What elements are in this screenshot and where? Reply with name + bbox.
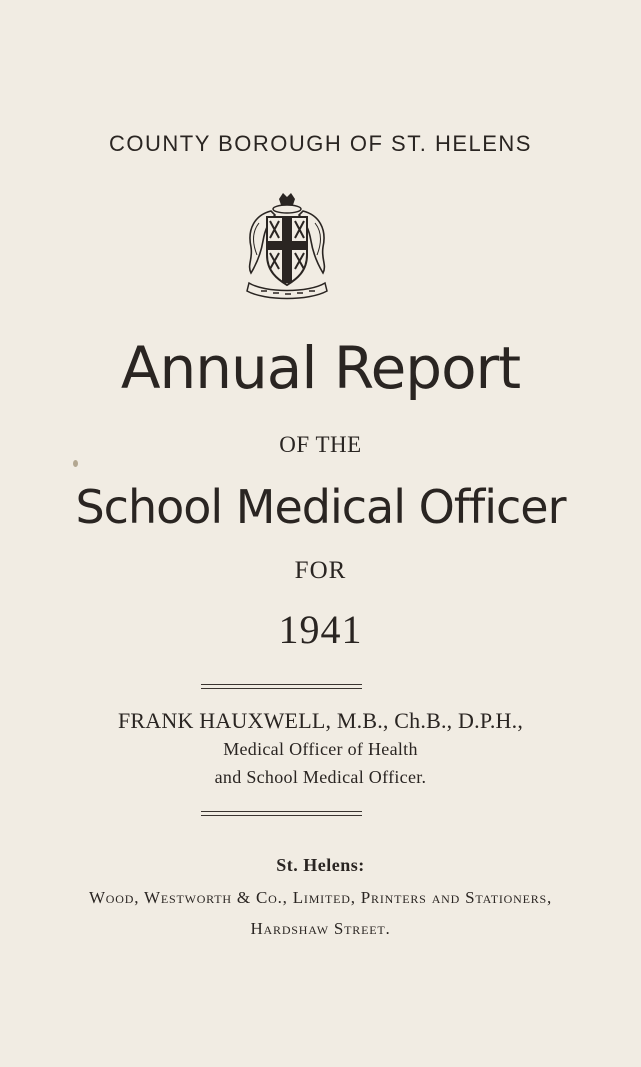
imprint-street: Hardshaw Street. [250, 919, 391, 938]
report-year: 1941 [278, 607, 363, 652]
author-role-line1: Medical Officer of Health [223, 739, 418, 759]
imprint-printer: Wood, Westworth & Co., Limited, Printers and Stationers, [88, 888, 553, 907]
paper-blemish [73, 460, 78, 467]
author-name: FRANK HAUXWELL, M.B., Ch.B., D.P.H., [117, 708, 524, 733]
double-rule-divider [201, 684, 362, 689]
officer-title: School Medical Officer [75, 480, 566, 534]
report-title: Annual Report [120, 334, 521, 402]
title-for: FOR [294, 557, 347, 584]
county-heading: COUNTY BOROUGH OF ST. HELENS [109, 131, 532, 156]
title-of-the: OF THE [279, 432, 362, 457]
imprint-place: St. Helens: [276, 855, 365, 875]
coat-of-arms-icon [241, 193, 333, 301]
author-role-line2: and School Medical Officer. [214, 767, 427, 787]
double-rule-divider [201, 811, 362, 816]
